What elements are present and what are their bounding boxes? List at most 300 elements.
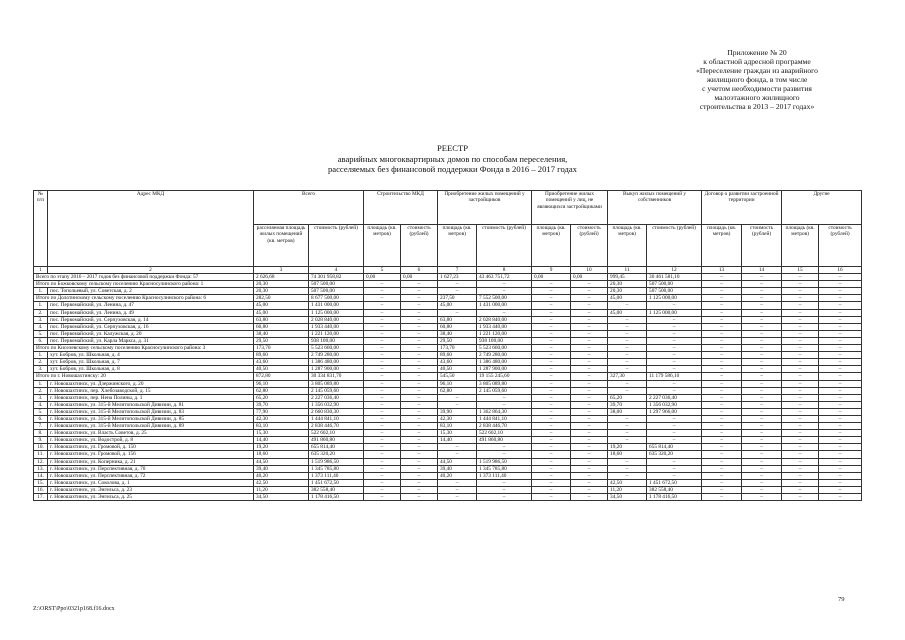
cell-value: – xyxy=(532,352,571,359)
column-number: 4 xyxy=(309,267,364,274)
cell-value: 0,00 xyxy=(532,274,571,281)
cell-value: – xyxy=(571,352,608,359)
header-development: Договор о развитии застроенной территории xyxy=(702,191,782,225)
cell-value: 83,10 xyxy=(438,423,477,430)
cell-value: – xyxy=(647,316,702,323)
cell-value: 1 362 864,30 xyxy=(477,408,532,415)
cell-value: – xyxy=(532,309,571,316)
cell-value: 382 558,40 xyxy=(647,486,702,493)
cell-value: – xyxy=(401,494,438,501)
cell-value: 1 287 900,00 xyxy=(309,366,364,373)
subtotal-row xyxy=(34,281,862,288)
cell-value: – xyxy=(364,415,401,422)
cell-value: – xyxy=(819,472,862,479)
cell-value: – xyxy=(364,458,401,465)
cell-value: – xyxy=(571,359,608,366)
column-number: 15 xyxy=(782,267,819,274)
cell-value: – xyxy=(819,394,862,401)
cell-value: – xyxy=(742,494,782,501)
row-number: 10. xyxy=(34,444,48,451)
cell-value: – xyxy=(438,494,477,501)
cell-value: 1 345 785,80 xyxy=(477,465,532,472)
subheader-area: площадь (кв. метров) xyxy=(438,225,477,267)
cell-value: – xyxy=(819,437,862,444)
row-number: 12. xyxy=(34,458,48,465)
row-number: 13. xyxy=(34,465,48,472)
cell-value: 237,50 xyxy=(438,295,477,302)
cell-value: – xyxy=(477,288,532,295)
cell-value: – xyxy=(571,451,608,458)
cell-value: 45,00 xyxy=(608,309,647,316)
cell-value: – xyxy=(571,479,608,486)
cell-value: 19 155 245,60 xyxy=(477,373,532,380)
cell-value: – xyxy=(532,423,571,430)
cell-value: – xyxy=(782,373,819,380)
cell-value: – xyxy=(647,423,702,430)
cell-value: – xyxy=(532,359,571,366)
header-construction: Строительство МКД xyxy=(364,191,438,225)
table-row xyxy=(34,366,862,373)
cell-value: – xyxy=(782,444,819,451)
cell-value: – xyxy=(401,288,438,295)
row-number: 5. xyxy=(34,408,48,415)
cell-value: – xyxy=(702,437,742,444)
cell-value: – xyxy=(702,486,742,493)
cell-value: 507 500,00 xyxy=(647,281,702,288)
cell-value: 15,30 xyxy=(438,430,477,437)
cell-value: – xyxy=(364,352,401,359)
cell-value: 14,40 xyxy=(438,437,477,444)
cell-value: 1 345 785,80 xyxy=(309,465,364,472)
cell-value: – xyxy=(782,281,819,288)
cell-value: 30 461 581,10 xyxy=(647,274,702,281)
cell-value: 29,50 xyxy=(254,337,309,344)
table-row xyxy=(34,288,862,295)
cell-value: – xyxy=(647,380,702,387)
cell-value: – xyxy=(401,345,438,352)
table-row xyxy=(34,352,862,359)
cell-value: – xyxy=(608,437,647,444)
row-number: 17. xyxy=(34,494,48,501)
row-address: г. Новошахтинск, ул. 315-й Мелитопольской Дивизии, д. 81 xyxy=(48,401,254,408)
cell-value: 2 660 830,30 xyxy=(309,408,364,415)
cell-value: – xyxy=(702,380,742,387)
appendix-line: к областной адресной программе xyxy=(703,57,811,66)
cell-value: 1 178 416,50 xyxy=(309,494,364,501)
cell-value: 15,30 xyxy=(254,430,309,437)
cell-value: – xyxy=(819,486,862,493)
cell-value: 65,20 xyxy=(254,394,309,401)
cell-value: – xyxy=(532,302,571,309)
cell-value: – xyxy=(742,408,782,415)
column-number: 14 xyxy=(742,267,782,274)
cell-value: – xyxy=(608,302,647,309)
cell-value: – xyxy=(532,486,571,493)
cell-value: 1 444 841,10 xyxy=(477,415,532,422)
cell-value: – xyxy=(819,274,862,281)
row-address: г. Новошахтинск, ул. Соколова, д. 1 xyxy=(48,479,254,486)
table-row xyxy=(34,479,862,486)
cell-value: – xyxy=(532,401,571,408)
table-row xyxy=(34,337,862,344)
cell-value: – xyxy=(702,472,742,479)
cell-value: – xyxy=(819,380,862,387)
cell-value: 63,80 xyxy=(254,316,309,323)
cell-value: 2 028 840,00 xyxy=(309,316,364,323)
cell-value: 39,40 xyxy=(254,465,309,472)
cell-value: – xyxy=(742,472,782,479)
cell-value: – xyxy=(364,323,401,330)
cell-value: – xyxy=(364,394,401,401)
subtotal-row xyxy=(34,295,862,302)
cell-value: – xyxy=(702,423,742,430)
subtotal-label: Итого по Киселевскому сельскому поселению Красносулинского района: 3 xyxy=(34,345,254,352)
cell-value: 1 373 111,40 xyxy=(309,472,364,479)
cell-value: – xyxy=(401,316,438,323)
cell-value: 2 838 446,70 xyxy=(477,423,532,430)
cell-value: 20,30 xyxy=(254,288,309,295)
column-number: 8 xyxy=(477,267,532,274)
cell-value: – xyxy=(364,494,401,501)
cell-value: 327,30 xyxy=(608,373,647,380)
appendix-line: «Переселение граждан из аварийного xyxy=(696,66,818,75)
row-address: пос. Первомайский, ул. Серпуховская, д. 14 xyxy=(48,316,254,323)
cell-value: 1 221 120,00 xyxy=(309,330,364,337)
cell-value: – xyxy=(364,401,401,408)
cell-value: 545,50 xyxy=(438,373,477,380)
cell-value: 1 451 672,50 xyxy=(647,479,702,486)
cell-value: – xyxy=(571,401,608,408)
cell-value: – xyxy=(477,394,532,401)
column-number: 2 xyxy=(48,267,254,274)
cell-value: – xyxy=(742,401,782,408)
cell-value: – xyxy=(782,366,819,373)
cell-value: 1 125 000,00 xyxy=(647,295,702,302)
title-line-2: аварийных многоквартирных домов по способам переселения, xyxy=(337,153,568,164)
cell-value: – xyxy=(702,408,742,415)
subtotal-label: Итого по Долотинскому сельскому поселению Красносулинского района: 6 xyxy=(34,295,254,302)
cell-value: – xyxy=(782,423,819,430)
cell-value: – xyxy=(608,465,647,472)
cell-value: – xyxy=(702,323,742,330)
appendix-line: с учетом необходимости развития xyxy=(702,84,812,93)
cell-value: 173,70 xyxy=(438,345,477,352)
cell-value: – xyxy=(532,465,571,472)
cell-value: – xyxy=(819,359,862,366)
cell-value: – xyxy=(782,437,819,444)
cell-value: – xyxy=(364,337,401,344)
cell-value: – xyxy=(571,330,608,337)
cell-value: – xyxy=(702,316,742,323)
cell-value: 38,40 xyxy=(438,330,477,337)
cell-value: – xyxy=(438,451,477,458)
row-number: 16. xyxy=(34,486,48,493)
column-number: 13 xyxy=(702,267,742,274)
cell-value: – xyxy=(702,387,742,394)
cell-value: – xyxy=(742,458,782,465)
row-number: 4. xyxy=(34,323,48,330)
cell-value: – xyxy=(438,394,477,401)
cell-value: 1 125 000,00 xyxy=(309,309,364,316)
cell-value: – xyxy=(702,345,742,352)
cell-value: 19,20 xyxy=(608,444,647,451)
cell-value: – xyxy=(819,323,862,330)
cell-value: – xyxy=(401,479,438,486)
cell-value: – xyxy=(782,309,819,316)
cell-value: 507 500,00 xyxy=(309,281,364,288)
row-address: пос. Первомайский, ул. Ленина, д. 47 xyxy=(48,302,254,309)
cell-value: – xyxy=(702,288,742,295)
cell-value: – xyxy=(608,387,647,394)
cell-value: 872,80 xyxy=(254,373,309,380)
appendix-line: жилищного фонда, в том числе xyxy=(706,75,808,84)
cell-value: – xyxy=(477,401,532,408)
cell-value: – xyxy=(571,430,608,437)
cell-value: 2 227 036,40 xyxy=(647,394,702,401)
column-number: 7 xyxy=(438,267,477,274)
cell-value: – xyxy=(819,430,862,437)
title-line-1: РЕЕСТР xyxy=(436,143,469,153)
table-row xyxy=(34,401,862,408)
cell-value: 77,90 xyxy=(254,408,309,415)
cell-value: – xyxy=(782,330,819,337)
cell-value: 42,30 xyxy=(254,415,309,422)
cell-value: – xyxy=(571,380,608,387)
cell-value: – xyxy=(782,408,819,415)
row-address: г. Новошахтинск, ул. Коперника, д. 21 xyxy=(48,458,254,465)
cell-value: – xyxy=(364,430,401,437)
cell-value: – xyxy=(364,408,401,415)
cell-value: 45,00 xyxy=(254,309,309,316)
cell-value: – xyxy=(608,415,647,422)
cell-value: 11,20 xyxy=(608,486,647,493)
cell-value: – xyxy=(401,373,438,380)
cell-value: – xyxy=(782,486,819,493)
cell-value: 63,80 xyxy=(438,316,477,323)
cell-value: – xyxy=(608,359,647,366)
cell-value: – xyxy=(782,430,819,437)
cell-value: – xyxy=(364,330,401,337)
row-address: г. Новошахтинск, ул. Дзержинского, д. 20 xyxy=(48,380,254,387)
cell-value: – xyxy=(819,423,862,430)
cell-value: – xyxy=(782,472,819,479)
cell-value: – xyxy=(571,472,608,479)
cell-value: – xyxy=(702,366,742,373)
cell-value: – xyxy=(819,316,862,323)
cell-value: – xyxy=(364,437,401,444)
table-row xyxy=(34,330,862,337)
cell-value: – xyxy=(571,316,608,323)
cell-value: – xyxy=(532,366,571,373)
cell-value: – xyxy=(819,408,862,415)
cell-value: – xyxy=(532,337,571,344)
cell-value: – xyxy=(742,366,782,373)
cell-value: – xyxy=(571,486,608,493)
cell-value: – xyxy=(702,337,742,344)
cell-value: – xyxy=(401,366,438,373)
cell-value: 655 814,40 xyxy=(309,444,364,451)
cell-value: 39,40 xyxy=(438,465,477,472)
cell-value: – xyxy=(608,472,647,479)
header-address: Адрес МКД xyxy=(48,191,254,267)
cell-value: – xyxy=(477,494,532,501)
cell-value: 635 320,20 xyxy=(309,451,364,458)
cell-value: – xyxy=(364,281,401,288)
row-number: 9. xyxy=(34,437,48,444)
cell-value: – xyxy=(532,373,571,380)
cell-value: – xyxy=(819,415,862,422)
cell-value: – xyxy=(401,380,438,387)
cell-value: – xyxy=(702,274,742,281)
cell-value: – xyxy=(401,359,438,366)
cell-value: – xyxy=(532,380,571,387)
row-address: г. Новошахтинск, пер. Heнa Полины, д. 1 xyxy=(48,394,254,401)
cell-value: – xyxy=(702,330,742,337)
cell-value: 8 677 500,00 xyxy=(309,295,364,302)
row-address: г. Новошахтинск, ул. Власть Советов, д. 25 xyxy=(48,430,254,437)
column-number: 9 xyxy=(532,267,571,274)
cell-value: – xyxy=(742,295,782,302)
cell-value: 2 028 840,00 xyxy=(477,316,532,323)
subheader-area: площадь (кв. метров) xyxy=(364,225,401,267)
cell-value: – xyxy=(702,295,742,302)
row-number: 1. xyxy=(34,380,48,387)
cell-value: 18,60 xyxy=(608,451,647,458)
cell-value: 0,00 xyxy=(364,274,401,281)
cell-value: – xyxy=(401,295,438,302)
cell-value: – xyxy=(782,465,819,472)
subtotal-label: Всего по этапу 2016 – 2017 годов без финансовой поддержки Фонда: 57 xyxy=(34,274,254,281)
cell-value: – xyxy=(782,494,819,501)
cell-value: – xyxy=(532,451,571,458)
cell-value: 60,80 xyxy=(254,323,309,330)
cell-value: 29,50 xyxy=(438,337,477,344)
cell-value: – xyxy=(647,458,702,465)
cell-value: – xyxy=(742,486,782,493)
cell-value: – xyxy=(532,345,571,352)
cell-value: – xyxy=(782,401,819,408)
cell-value: – xyxy=(571,366,608,373)
table-row xyxy=(34,458,862,465)
cell-value: 44,50 xyxy=(254,458,309,465)
cell-value: – xyxy=(401,323,438,330)
cell-value: 14,40 xyxy=(254,437,309,444)
cell-value: – xyxy=(571,415,608,422)
subheader-area: площадь (кв. метров) xyxy=(702,225,742,267)
cell-value: – xyxy=(401,472,438,479)
cell-value: – xyxy=(608,423,647,430)
cell-value: 20,30 xyxy=(608,288,647,295)
cell-value: – xyxy=(647,366,702,373)
cell-value: – xyxy=(364,472,401,479)
cell-value: 1 431 000,00 xyxy=(309,302,364,309)
cell-value: – xyxy=(782,274,819,281)
cell-value: 11,20 xyxy=(254,486,309,493)
cell-value: – xyxy=(364,316,401,323)
row-address: г. Новошахтинск, ул. Энгельса, д. 25 xyxy=(48,494,254,501)
cell-value: – xyxy=(608,337,647,344)
cell-value: – xyxy=(819,373,862,380)
header-other: Другие xyxy=(782,191,862,225)
cell-value: – xyxy=(742,330,782,337)
cell-value: – xyxy=(608,380,647,387)
header-purchase-non-dev: Приобретение жилых помещений у лиц, не являющихся застройщиками xyxy=(532,191,608,225)
cell-value: 20,30 xyxy=(608,281,647,288)
cell-value: – xyxy=(571,394,608,401)
cell-value: 3 805 089,80 xyxy=(477,380,532,387)
row-number: 2. xyxy=(34,359,48,366)
cell-value: – xyxy=(819,465,862,472)
cell-value: 1 297 966,00 xyxy=(647,408,702,415)
file-path: Z:\ORST\Ppo\0321p168.f16.docx xyxy=(33,606,115,612)
cell-value: – xyxy=(819,366,862,373)
cell-value: – xyxy=(364,387,401,394)
row-number: 6. xyxy=(34,337,48,344)
cell-value: 1 125 000,00 xyxy=(647,309,702,316)
cell-value: – xyxy=(477,444,532,451)
cell-value: – xyxy=(702,494,742,501)
cell-value: – xyxy=(401,387,438,394)
cell-value: – xyxy=(702,401,742,408)
subheader-cost: стоимость (рублей) xyxy=(477,225,532,267)
row-number: 15. xyxy=(34,479,48,486)
cell-value: 1 221 120,00 xyxy=(477,330,532,337)
subheader-area: площадь (кв. метров) xyxy=(782,225,819,267)
cell-value: – xyxy=(647,330,702,337)
row-address: пос. Первомайский, ул. Ленина, д. 49 xyxy=(48,309,254,316)
cell-value: – xyxy=(702,359,742,366)
cell-value: – xyxy=(532,472,571,479)
cell-value: 62,80 xyxy=(254,387,309,394)
appendix-line: Приложение № 20 xyxy=(727,48,787,57)
cell-value: – xyxy=(608,316,647,323)
cell-value: 83,10 xyxy=(254,423,309,430)
cell-value: 1 627,23 xyxy=(438,274,477,281)
cell-value: 20,30 xyxy=(254,281,309,288)
cell-value: 43,60 xyxy=(254,359,309,366)
cell-value: – xyxy=(647,437,702,444)
cell-value: – xyxy=(532,330,571,337)
cell-value: – xyxy=(532,479,571,486)
cell-value: – xyxy=(438,288,477,295)
cell-value: – xyxy=(742,430,782,437)
cell-value: – xyxy=(782,458,819,465)
subtotal-row xyxy=(34,345,862,352)
row-number: 1. xyxy=(34,352,48,359)
cell-value: – xyxy=(819,302,862,309)
cell-value: – xyxy=(782,380,819,387)
cell-value: – xyxy=(647,472,702,479)
cell-value: – xyxy=(571,323,608,330)
cell-value: – xyxy=(819,288,862,295)
row-address: г. Новошахтинск, ул. 315-й Мелитопольской Дивизии, д. 85 xyxy=(48,415,254,422)
cell-value: 39,90 xyxy=(438,408,477,415)
cell-value: 3 805 089,80 xyxy=(309,380,364,387)
cell-value: 40,50 xyxy=(254,366,309,373)
cell-value: – xyxy=(477,281,532,288)
cell-value: – xyxy=(742,465,782,472)
column-number: 5 xyxy=(364,267,401,274)
cell-value: – xyxy=(647,430,702,437)
cell-value: – xyxy=(401,352,438,359)
row-address: пос. Первомайский, ул. Серпуховская, д. 16 xyxy=(48,323,254,330)
cell-value: – xyxy=(782,337,819,344)
cell-value: – xyxy=(782,345,819,352)
header-num: № п/п xyxy=(34,191,48,267)
cell-value: 11 179 586,10 xyxy=(647,373,702,380)
cell-value: – xyxy=(532,415,571,422)
cell-value: 40,20 xyxy=(438,472,477,479)
